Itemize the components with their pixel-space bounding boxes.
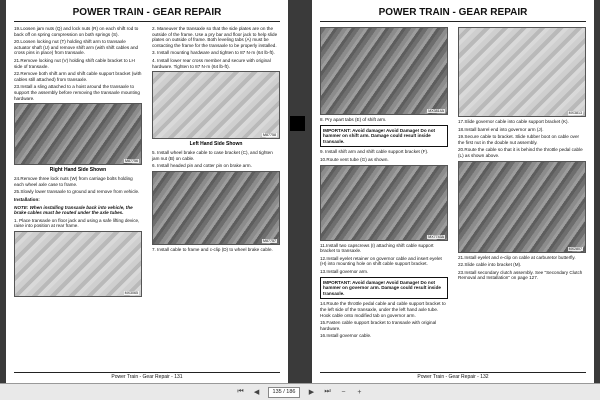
figure-id: M87758 <box>263 133 276 138</box>
page-footer: Power Train - Gear Repair - 132 <box>320 372 586 380</box>
page-header: POWER TRAIN - GEAR REPAIR <box>320 6 586 22</box>
floor-jack-photo <box>14 231 142 297</box>
important-warning: IMPORTANT: Avoid damage! Avoid Damage! Do not hammer on shift arm. Damage could result inside transaxle. <box>320 125 448 148</box>
right-page-column-2 <box>458 26 586 283</box>
step-text: 21.Remove locking nut (V) holding shift cable bracket to LH side of transaxle. <box>14 57 135 69</box>
step-text: 14.Route the throttle pedal cable and cable support bracket to the left side of the transaxle, under the left hand axle tube. Hook cable onto modified tab on governor arm. <box>320 301 446 318</box>
step-text: 17.Slide governor cable into cable support bracket (K). <box>458 119 569 124</box>
step-text: 19.Secure cable to bracket. Slide rubber boot on cable over the first nut in the double nut assembly. <box>458 134 580 145</box>
step-text: 23.Install a sling attached to a hoist around the transaxle to support the assembly before removing the transaxle mounting hardware. <box>14 84 140 101</box>
last-page-icon[interactable]: ⏭ <box>324 388 331 395</box>
left-page-column-1 <box>14 26 142 299</box>
step-text: 19.Loosen jam nuts (Q) and lock nuts (R) on each shift rod to back off on spring compression on both springs (S). <box>14 26 139 37</box>
page-header: POWER TRAIN - GEAR REPAIR <box>14 6 280 22</box>
zoom-in-icon[interactable]: + <box>357 388 362 396</box>
page-divider-marker <box>290 116 305 131</box>
page-indicator[interactable]: 135 / 186 <box>268 387 301 398</box>
step-text: 7. Install cable to frame and c-clip (D) to wheel brake cable. <box>152 246 273 252</box>
figure-id: MX7743A <box>428 234 444 239</box>
step-text: 4. Install lower rear cross member and secure with original hardware. Tighten to 87 N·m (64 lb-ft). <box>152 57 271 69</box>
figure-id: MX2807 <box>568 246 582 251</box>
right-page-column-1 <box>320 26 448 341</box>
step-text: 10.Route vent tube (G) as shown. <box>320 156 389 162</box>
step-text: 2. Maneuver the transaxle so that the side plates are on the outside of the frame. Use a pry bar and floor jack to help slide plates on outside of frame. Both leveling tabs (A) must be contacting the frame for the transaxle to be properly installed. <box>152 26 278 48</box>
figure-caption: Right Hand Side Shown <box>49 167 107 174</box>
step-text: 18.Install barrel end into governor arm (J). <box>458 126 544 132</box>
step-text: 22.Slide cable into bracket (M). <box>458 262 522 268</box>
viewer-toolbar <box>0 383 600 400</box>
figure-id: MX3814A <box>428 109 444 113</box>
figure-id: M87756 <box>125 159 138 164</box>
left-page-column-2 <box>152 26 280 255</box>
step-text: 22.Remove both shift arm and shift cable support bracket (with cables still attached) from transaxle. <box>14 71 142 82</box>
step-text: 15.Fasten cable support bracket to transaxle with original hardware. <box>320 320 437 331</box>
left-page <box>6 0 288 384</box>
step-text: 25.Slowly lower transaxle to ground and remove from vehicle. <box>14 189 140 195</box>
shift-arm-photo <box>320 27 448 115</box>
cross-member-photo <box>152 71 280 139</box>
figure-id: MX3813 <box>568 111 582 115</box>
step-text: 20.Loosen locking nut (T) holding shift arm to transaxle actuator shaft (U) and remove shift arm (with shift cables and cross pins in place) from transaxle. <box>14 39 139 56</box>
transaxle-photo <box>14 103 142 165</box>
step-text: 24.Remove three lock nuts (W) from carriage bolts holding each wheel axle case to frame. <box>14 176 133 187</box>
step-text: 12.Install eyelet retainer on governor cable and insert eyelet (H) into mounting hole on shift cable support bracket. <box>320 255 442 267</box>
figure-id: M87757 <box>263 238 276 243</box>
vent-tube-photo <box>320 165 448 241</box>
step-text: 1. Place transaxle on floor jack and using a safe lifting device, raise into position at rear frame. <box>14 217 140 229</box>
step-text: 21.Install eyelet and e-clip on cable at carburetor butterfly. <box>458 254 576 260</box>
right-page <box>312 0 594 384</box>
step-text: 20.Route the cable so that it is behind the throttle pedal cable (L) as shown above. <box>458 147 583 158</box>
previous-page-icon[interactable]: ◀ <box>253 389 260 396</box>
figure-caption: Left Hand Side Shown <box>189 141 243 148</box>
step-text: 9. Install shift arm and shift cable support bracket (F). <box>320 149 429 155</box>
step-text: 8. Pry apart tabs (E) of shift arm. <box>320 117 387 122</box>
step-text: 6. Install headed pin and cotter pin on brake arm. <box>152 163 252 169</box>
next-page-icon[interactable]: ▶ <box>308 389 315 396</box>
note-text: NOTE: When installing transaxle back into vehicle, the brake cables must be routed under the axle tubes. <box>14 204 133 216</box>
section-heading: Installation: <box>14 196 40 202</box>
step-text: 13.Install governor arm. <box>320 268 369 274</box>
important-warning: IMPORTANT: Avoid damage! Avoid Damage! Do not hammer on governor arm. Damage could result inside transaxle. <box>320 277 448 300</box>
figure-id: MX3065 <box>124 290 138 295</box>
throttle-cable-photo <box>458 161 586 253</box>
step-text: 16.Install governor cable. <box>320 333 372 339</box>
first-page-icon[interactable]: ⏮ <box>237 388 244 395</box>
step-text: 23.Install secondary clutch assembly. See "Secondary Clutch Removal and Installation" on page 127. <box>458 269 583 281</box>
step-text: 11.Install two capscrews (I) attaching shift cable support bracket to transaxle. <box>320 242 434 254</box>
zoom-out-icon[interactable]: − <box>341 388 346 396</box>
governor-cable-photo <box>458 27 586 117</box>
step-text: 3. Install mounting hardware and tighten to 87 N·m (64 lb-ft). <box>152 50 275 56</box>
brake-cable-photo <box>152 171 280 245</box>
step-text: 5. Install wheel brake cable to case bracket (C), and tighten jam nut (B) on cable. <box>152 150 273 161</box>
page-footer: Power Train - Gear Repair - 131 <box>14 372 280 380</box>
